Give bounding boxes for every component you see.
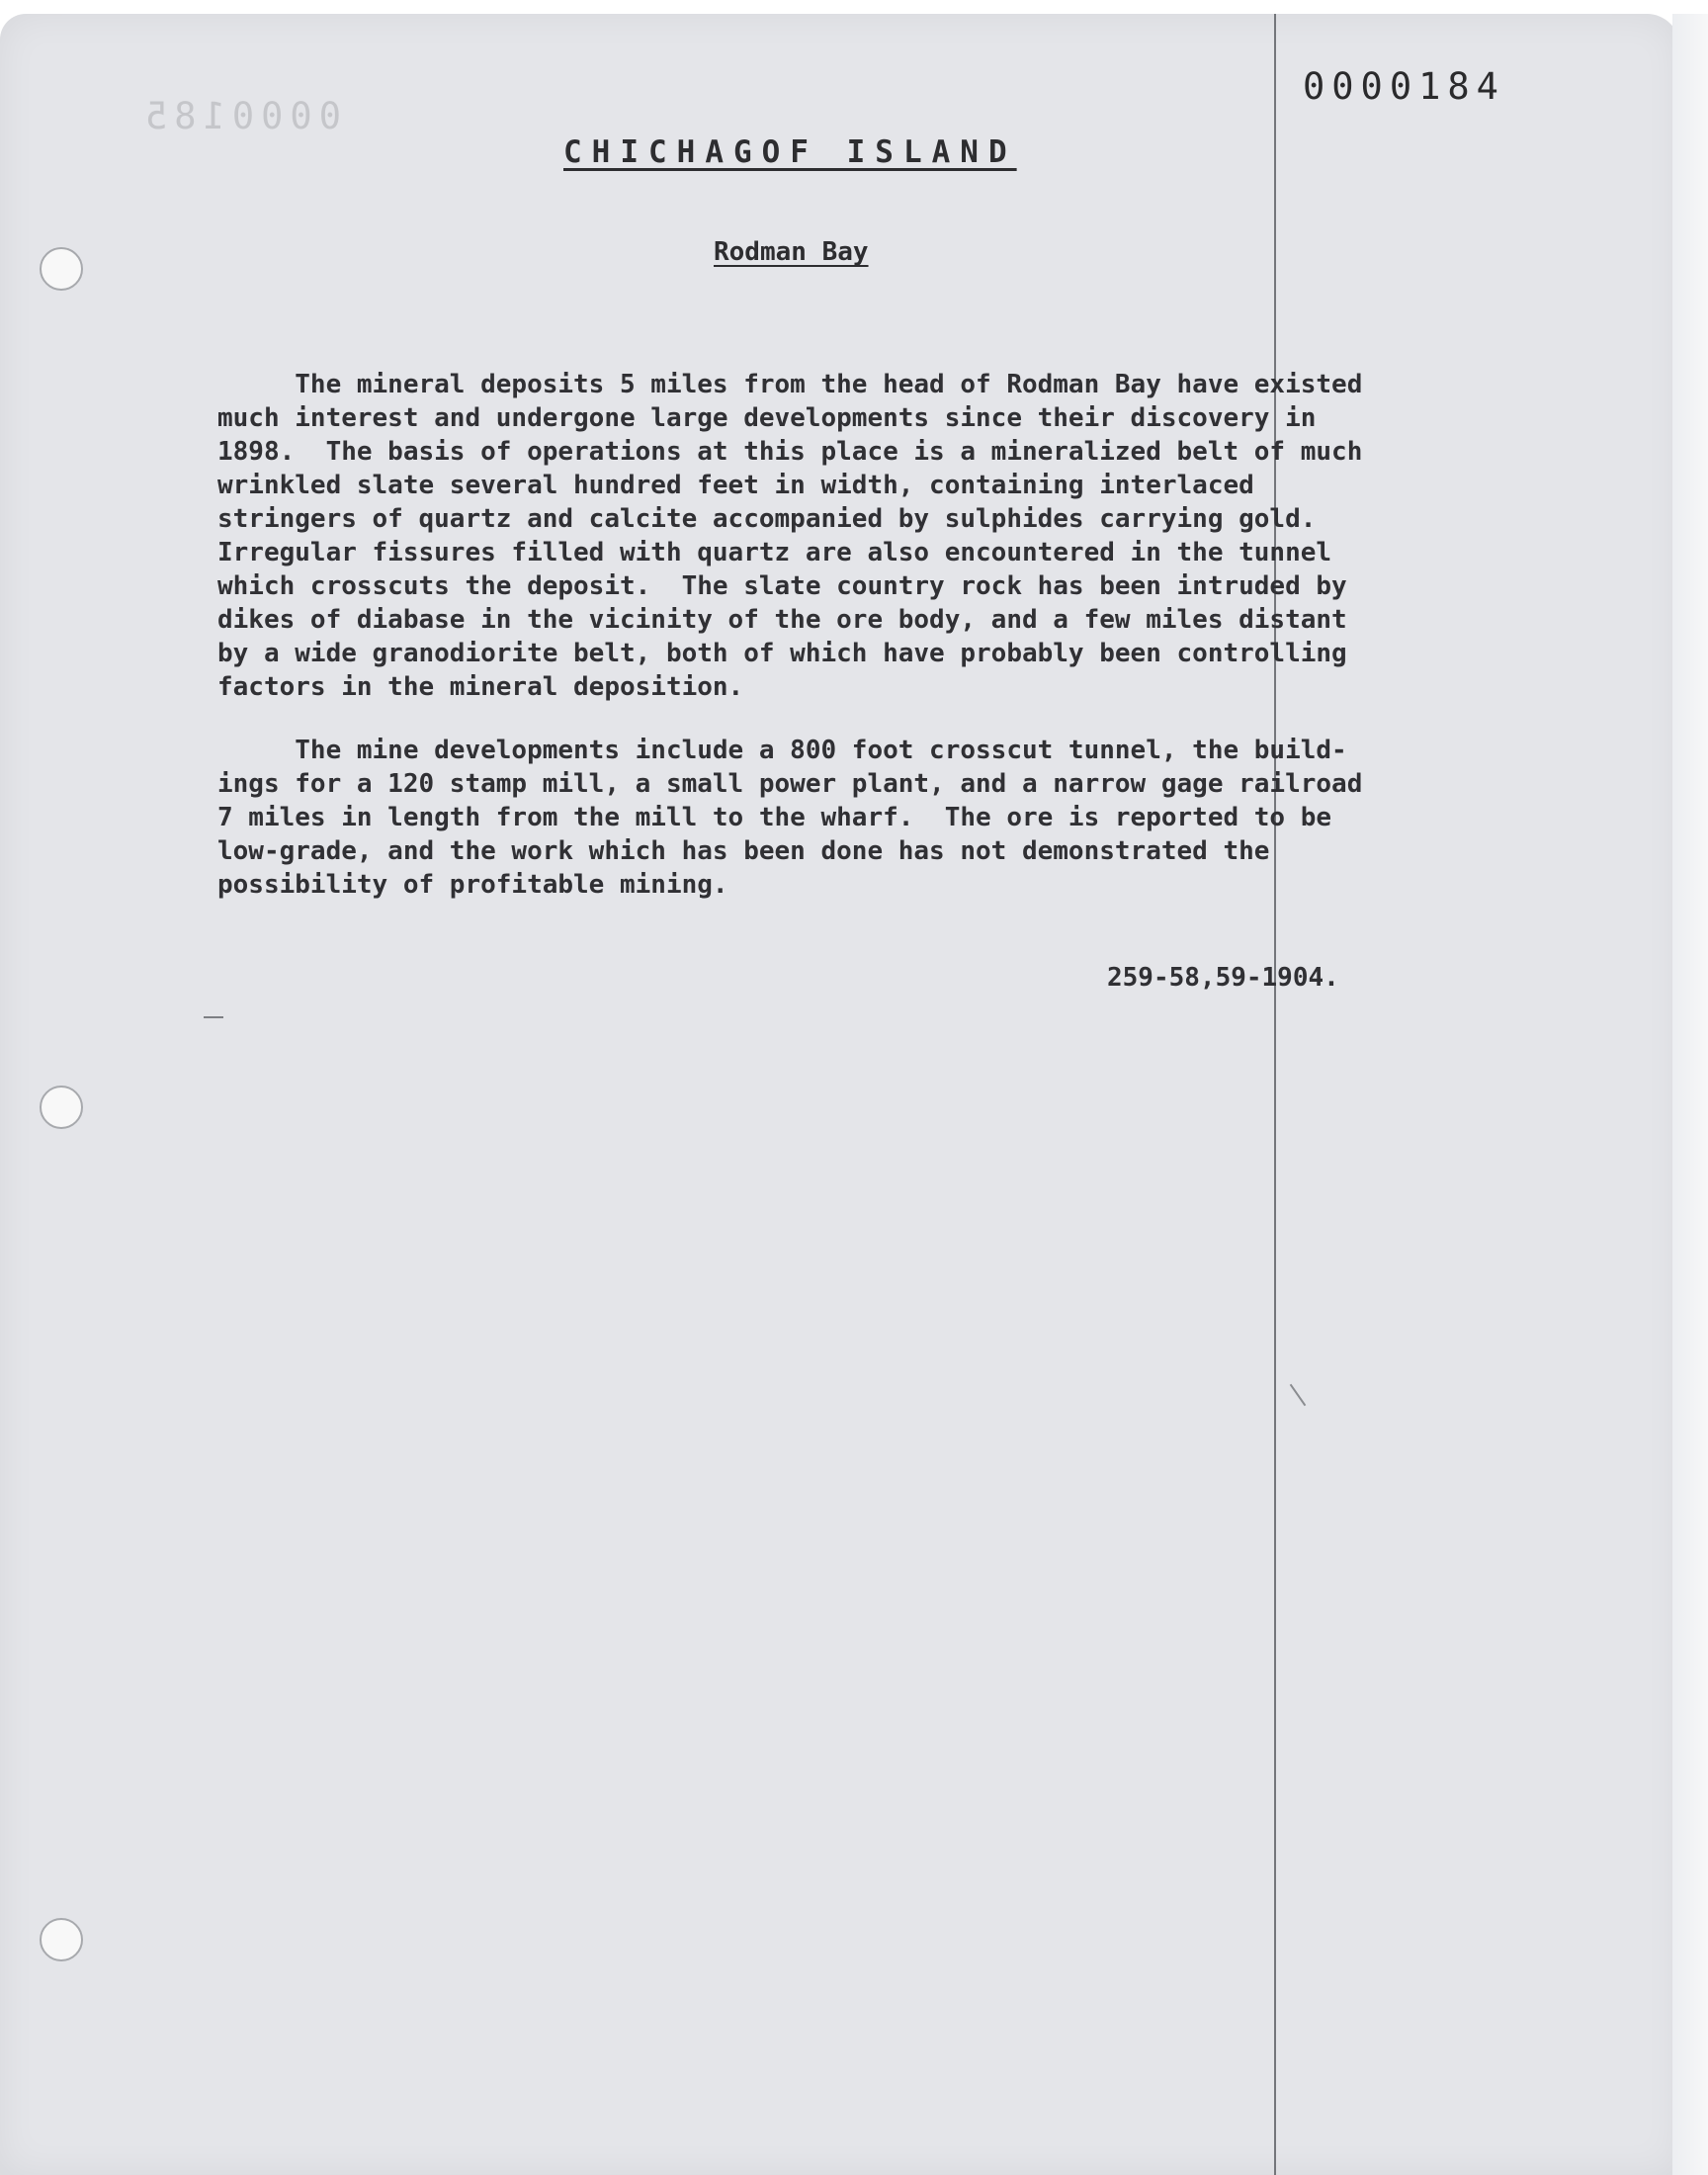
citation-reference: 259-58,59-1904. <box>1107 963 1339 993</box>
paragraph-2: The mine developments include a 800 foot crosscut tunnel, the build- ings for a 120 stamp mill, a small power plant, and a narrow gage railroad 7 miles in length from the mill to the wharf. The ore is reported to be low-grade, and the work which has been done has not demonstrated the possibility of profitable mining. <box>217 736 1363 900</box>
page-edge <box>1672 14 1708 2175</box>
binder-hole-bottom <box>40 1918 83 1961</box>
margin-mark <box>204 1016 223 1018</box>
document-subtitle: Rodman Bay <box>714 237 869 267</box>
fold-line <box>1274 14 1276 2175</box>
page-stamp-number: 0000184 <box>1303 65 1505 108</box>
binder-hole-middle <box>40 1086 83 1129</box>
document-page <box>0 14 1680 2175</box>
paragraph-1: The mineral deposits 5 miles from the head of Rodman Bay have existed much interest and undergone large developments since their discovery in 1898. The basis of operations at this place is a mineralized belt of much wrinkled slate several hundred feet in width, containing interlaced stringers of quartz and calcite accompanied by sulphides carrying gold. Irregular fissures filled with quartz are also encountered in the tunnel which crosscuts the deposit. The slate country rock has been intruded by dikes of diabase in the vicinity of the ore body, and a few miles distant by a wide granodiorite belt, both of which have probably been controlling factors in the mineral deposition. <box>217 370 1363 702</box>
bleed-through-stamp: 0000185 <box>138 95 341 137</box>
document-title: CHICHAGOF ISLAND <box>563 134 1017 170</box>
binder-hole-top <box>40 247 83 291</box>
